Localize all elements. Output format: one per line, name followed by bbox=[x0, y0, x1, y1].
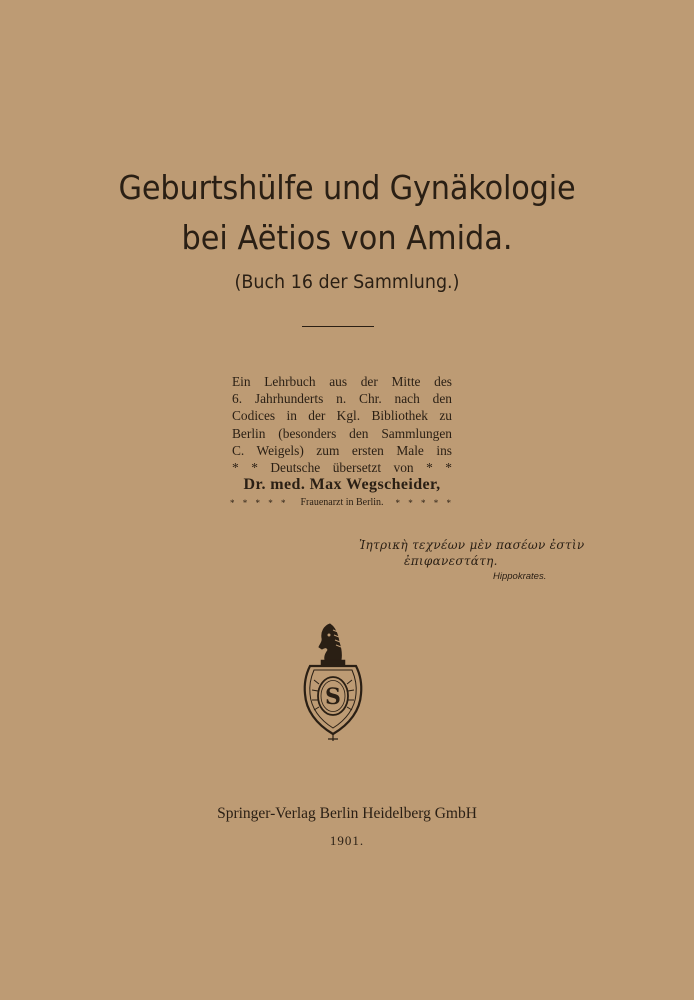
publisher: Springer-Verlag Berlin Heidelberg GmbH bbox=[217, 805, 477, 822]
book-subtitle: (Buch 16 der Sammlung.) bbox=[234, 271, 460, 293]
description-line: * * Deutsche übersetzt von * * bbox=[232, 460, 452, 476]
publication-year: 1901. bbox=[329, 833, 365, 848]
springer-knight-logo-icon bbox=[300, 620, 366, 744]
author-role-line bbox=[230, 497, 454, 508]
author-role: Frauenarzt in Berlin. bbox=[300, 497, 384, 508]
description-block bbox=[232, 373, 452, 476]
title-divider bbox=[302, 326, 374, 327]
stars-right: * * * * * bbox=[395, 497, 454, 508]
description-line: 6. Jahrhunderts n. Chr. nach den bbox=[232, 391, 452, 407]
description-line: C. Weigels) zum ersten Male ins bbox=[232, 442, 452, 458]
book-title-line-2: bei Aëtios von Amida. bbox=[181, 218, 513, 257]
logo-letter: S bbox=[325, 684, 341, 710]
epigraph-line-2: ἐπιφανεστάτη. bbox=[404, 554, 498, 568]
description-line: Berlin (besonders den Sammlungen bbox=[232, 425, 452, 441]
epigraph-line-1: Ἰητρικὴ τεχνέων μὲν πασέων ἐστὶν bbox=[359, 538, 585, 552]
description-line: Codices in der Kgl. Bibliothek zu bbox=[232, 408, 452, 424]
description-line: Ein Lehrbuch aus der Mitte des bbox=[232, 374, 452, 389]
stars-left: * * * * * bbox=[230, 497, 289, 508]
epigraph-attribution: Hippokrates. bbox=[493, 571, 547, 582]
book-title-line-1: Geburtshülfe und Gynäkologie bbox=[118, 168, 576, 207]
author-name: Dr. med. Max Wegscheider, bbox=[243, 476, 441, 493]
